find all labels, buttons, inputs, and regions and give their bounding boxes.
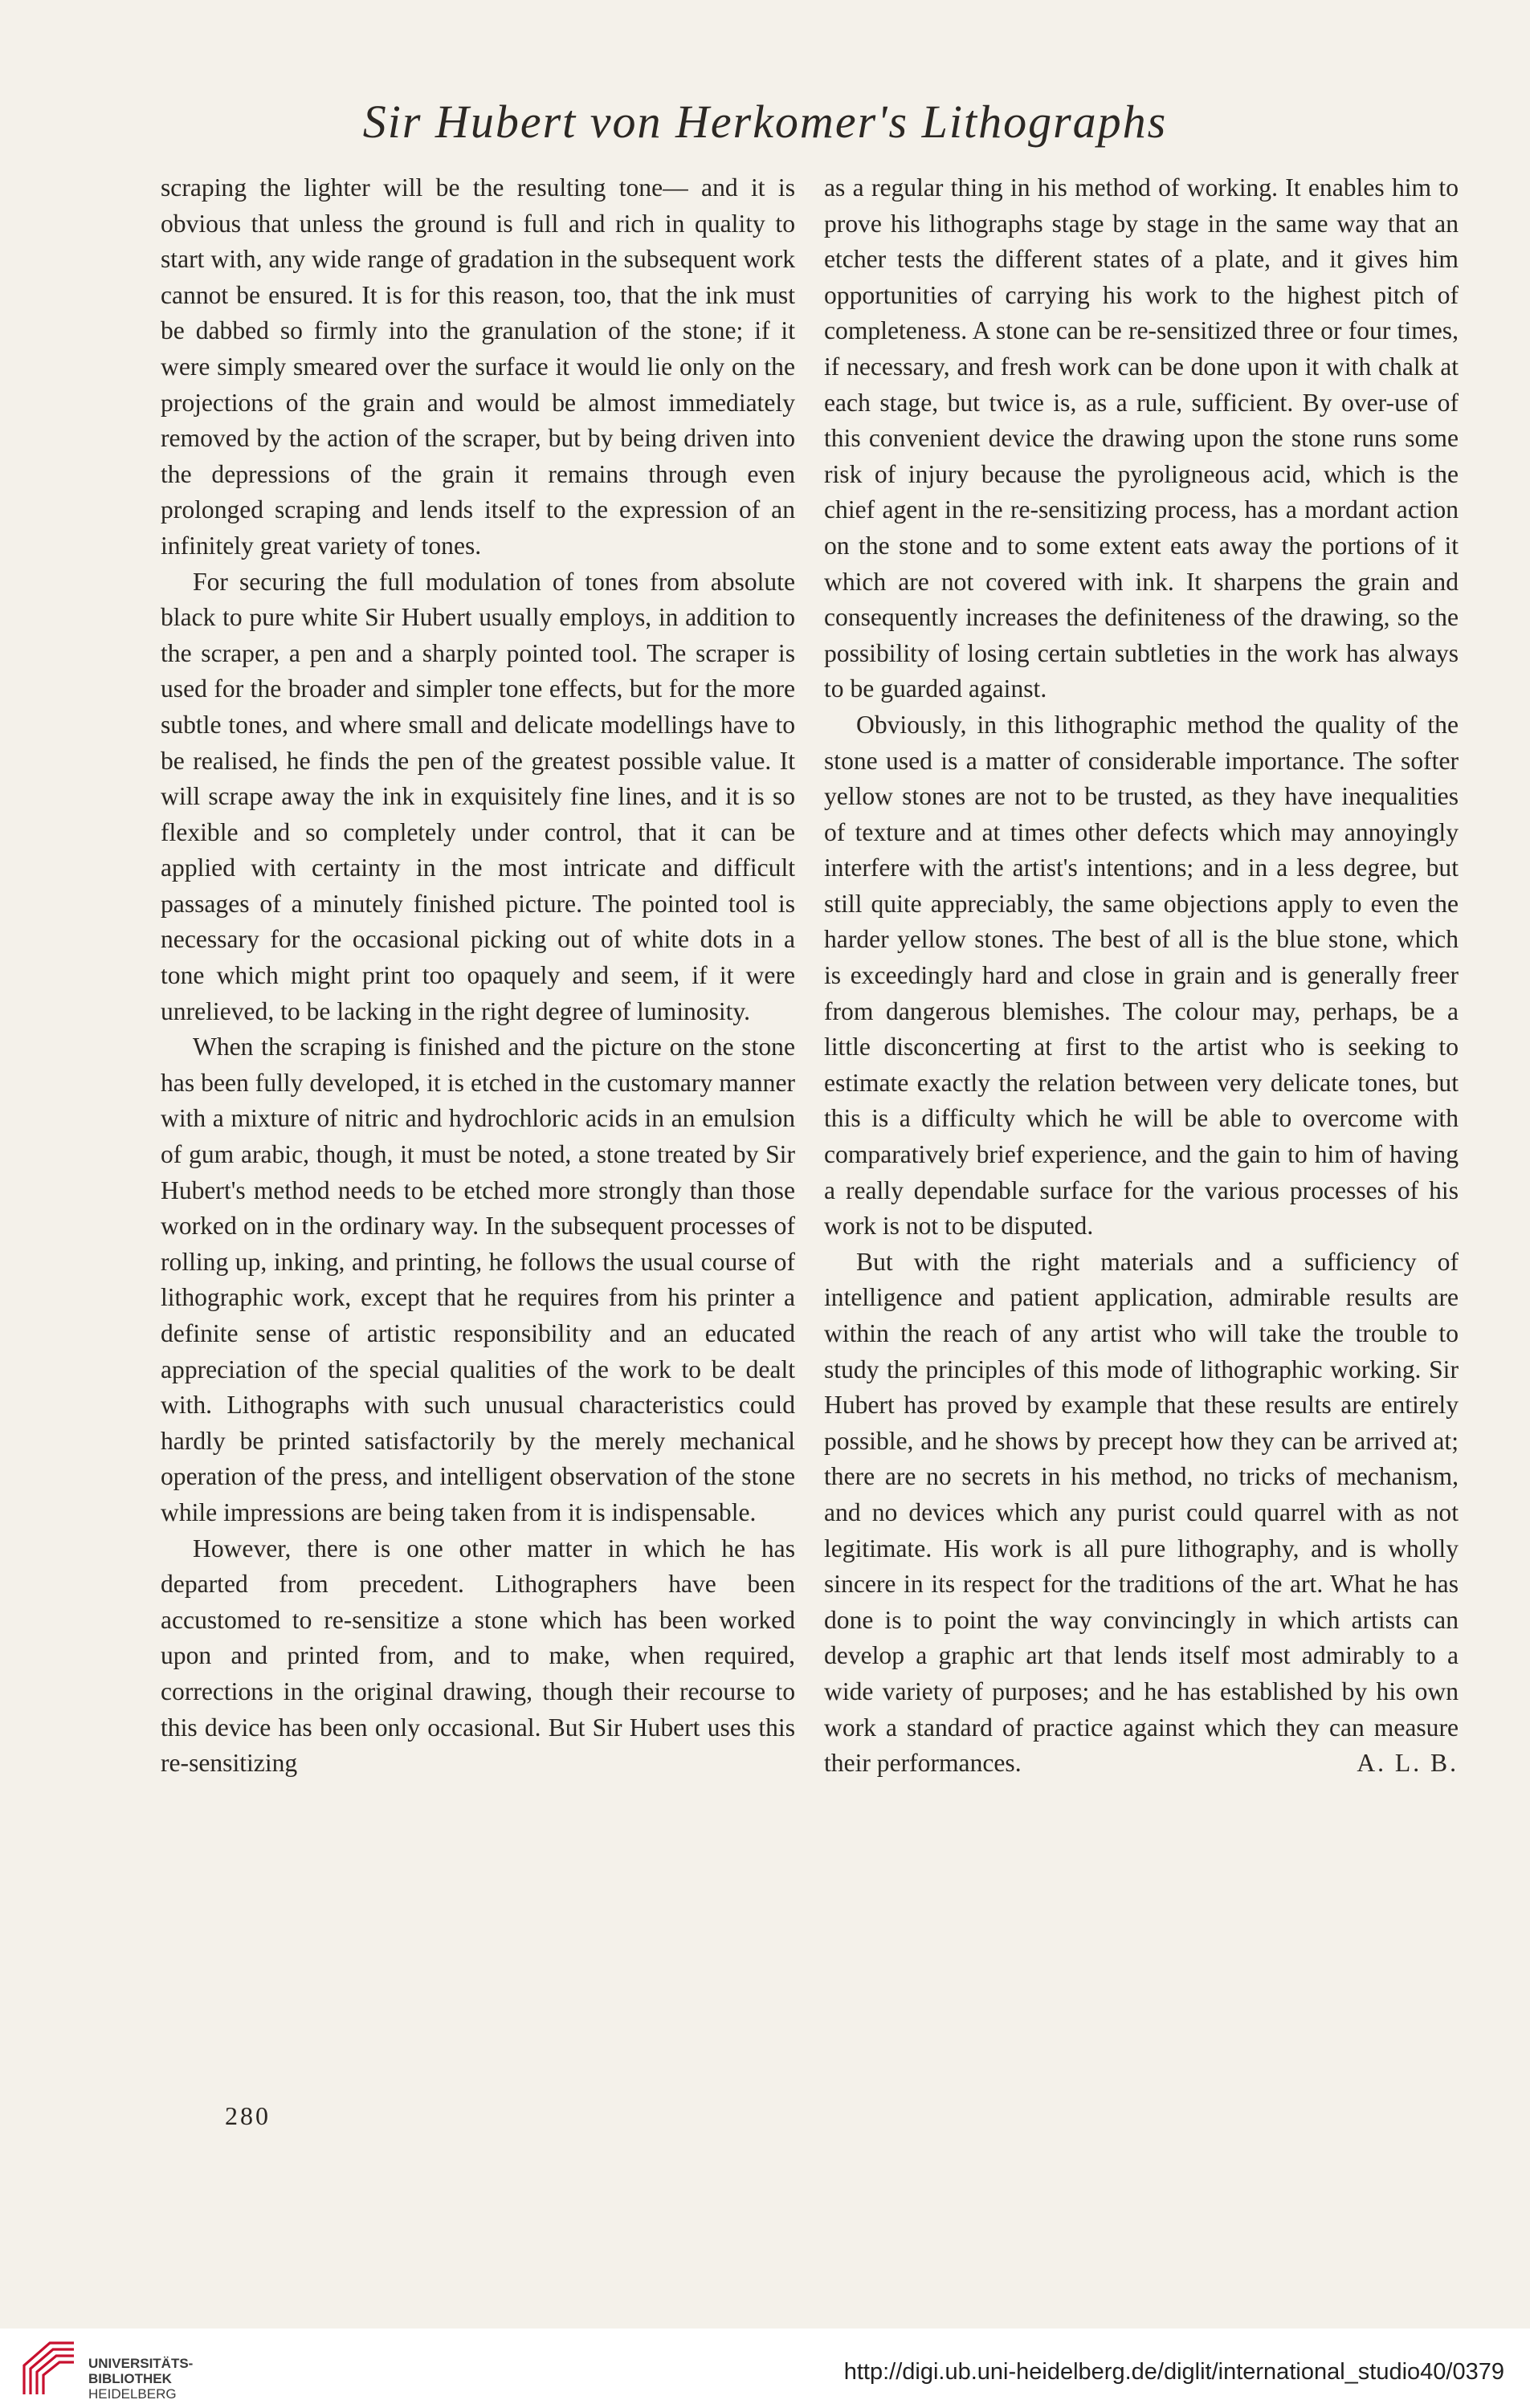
library-logo-icon xyxy=(18,2338,80,2401)
paragraph: When the scraping is finished and the picture on the stone has been fully developed, it is etched in the customary manner with a mixture of nitric and hydrochloric acids in an emulsion of gum arabic, though, it must be noted, a stone treated by Sir Hubert's method needs to be etched more strongly than those worked on in the ordinary way. In the subsequent processes of rolling up, inking, and printing, he follows the usual course of lithographic work, except that he requires from his printer a definite sense of artistic responsibility and an educated appreciation of the special qualities of the work to be dealt with. Lithographs with such unusual characteristics could hardly be printed satisfactorily by the merely mechanical operation of the press, and intelligent observation of the stone while impressions are being taken from it is indispensable. xyxy=(161,1033,795,1526)
logo-line: HEIDELBERG xyxy=(88,2386,177,2402)
page-number: 280 xyxy=(225,2101,271,2130)
paragraph: as a regular thing in his method of working. It enables him to prove his lithographs stage by stage in the same way that an etcher tests the different states of a plate, and it gives him opportunities of carrying his work to the highest pitch of completeness. A stone can be re-sensitized three or four times, if necessary, and fresh work can be done upon it with chalk at each stage, but twice is, as a rule, sufficient. By over-use of this convenient device the drawing upon the stone runs some risk of injury because the pyroligneous acid, which is the chief agent in the re-sensitizing process, has a mordant action on the stone and to some extent eats away the portions of it which are not covered with ink. It sharpens the grain and consequently increases the definiteness of the drawing, so the possibility of losing certain subtleties in the work has always to be guarded against. xyxy=(824,173,1459,703)
left-text-column xyxy=(161,170,795,1782)
paragraph: Obviously, in this lithographic method the quality of the stone used is a matter of considerable importance. The softer yellow stones are not to be trusted, as they have inequalities of texture and at times other defects which may annoyingly interfere with the artist's intentions; and in a less degree, but still quite appreciably, the same objections apply to even the harder yellow stones. The best of all is the blue stone, which is exceedingly hard and close in grain and is generally freer from dangerous blemishes. The colour may, perhaps, be a little disconcerting at first to the artist who is seeking to estimate exactly the relation between very delicate tones, but this is a difficulty which he will be able to overcome with comparatively brief experience, and the gain to him of having a really dependable surface for the various processes of his work is not to be disputed. xyxy=(824,710,1459,1241)
paragraph: For securing the full modulation of tones from absolute black to pure white Sir Hubert usually employs, in addition to the scraper, a pen and a sharply pointed tool. The scraper is used for the broader and simpler tone effects, but for the more subtle tones, and where small and delicate modellings have to be realised, he finds the pen of the greatest possible value. It will scrape away the ink in exquisitely fine lines, and it is so flexible and so completely under control, that it can be applied with certainty in the most intricate and difficult passages of a minutely finished picture. The pointed tool is necessary for the occasional picking out of white dots in a tone which might print too opaquely and seem, if it were unrelieved, to be lacking in the right degree of luminosity. xyxy=(161,567,795,1025)
author-signature: A. L. B. xyxy=(1357,1749,1459,1778)
logo-line: BIBLIOTHEK xyxy=(88,2371,172,2386)
library-logo-text xyxy=(88,2356,193,2402)
running-head: Sir Hubert von Herkomer's Lithographs xyxy=(362,96,1168,148)
right-text-column xyxy=(824,170,1459,1782)
paragraph: scraping the lighter will be the resulting tone— and it is obvious that unless the ground is full and rich in quality to start with, any wide range of gradation in the subsequent work cannot be ensured. It is for this reason, too, that the ink must be dabbed so firmly into the granulation of the stone; if it were simply smeared over the surface it would lie only on the projections of the grain and would be almost immediately removed by the action of the scraper, but by being driven into the depressions of the grain it remains through even prolonged scraping and lends itself to the expression of an infinitely great variety of tones. xyxy=(161,173,795,560)
paragraph-text: But with the right materials and a sufficiency of intelligence and patient application, admirable results are within the reach of any artist who will take the trouble to study the principles of this mode of lithographic working. Sir Hubert has proved by example that these results are entirely possible, and he shows by precept how they can be arrived at; there are no secrets in his method, no tricks of mechanism, and no devices which any purist could quarrel with as not legitimate. His work is all pure lithography, and is wholly sincere in its respect for the traditions of the art. What he has done is to point the way convincingly in which artists can develop a graphic art that lends itself most admirably to a wide variety of purposes; and he has established by his own work a standard of practice against which they can measure their performances. xyxy=(824,1247,1459,1778)
logo-line: UNIVERSITÄTS- xyxy=(88,2356,194,2371)
paragraph xyxy=(824,1245,1459,1782)
source-url-link[interactable]: http://digi.ub.uni-heidelberg.de/diglit/international_studio40/0379 xyxy=(843,2359,1504,2385)
paragraph: However, there is one other matter in which he has departed from precedent. Lithographers have been accustomed to re-sensitize a stone which has been worked upon and printed from, and to make, when required, corrections in the original drawing, though their recourse to this device has been only occasional. But Sir Hubert uses this re-sensitizing xyxy=(161,1534,795,1778)
